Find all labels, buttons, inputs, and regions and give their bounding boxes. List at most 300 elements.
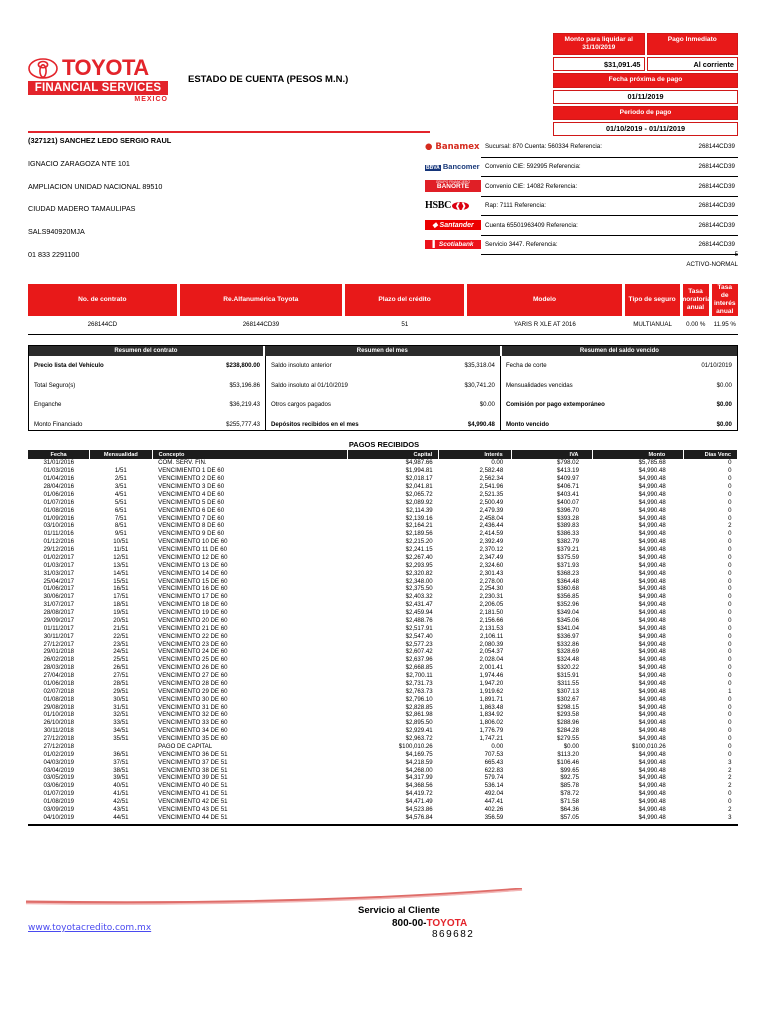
payments-cell: 01/07/2016: [43, 498, 75, 506]
payments-cell: VENCIMIENTO 21 DE 60: [158, 624, 228, 632]
payments-cell: $2,929.41: [405, 727, 433, 735]
payments-cell: $113.20: [557, 750, 579, 758]
payments-cell: $4,990.48: [638, 514, 666, 522]
payments-cell: $2,375.50: [405, 585, 433, 593]
payments-cell: $382.79: [556, 538, 579, 546]
payments-cell: $0.00: [563, 742, 579, 750]
payments-cell: 24/51: [113, 648, 129, 656]
payments-cell: 2,181.50: [479, 609, 504, 617]
payments-table: [28, 450, 738, 821]
summary-line-value: $238,800.00: [226, 362, 260, 369]
payments-cell: 26/02/2018: [43, 656, 75, 664]
payments-cell: $798.02: [556, 459, 579, 467]
payments-cell: 2,324.60: [479, 561, 504, 569]
payments-cell: 40/51: [113, 782, 129, 790]
summary-line: [271, 421, 495, 428]
payments-cell: $2,089.92: [405, 498, 433, 506]
payments-cell: $100,010.26: [631, 742, 666, 750]
payments-cell: $311.55: [557, 679, 579, 687]
payments-cell: $324.48: [556, 656, 579, 664]
payments-cell: 1,806.02: [479, 719, 504, 727]
payments-cell: 27/12/2017: [43, 640, 75, 648]
customer-block: [28, 137, 328, 273]
website-link[interactable]: www.toyotacredito.com.mx: [28, 923, 152, 933]
payments-cell: $4,990.48: [638, 506, 666, 514]
payments-cell: 01/09/2016: [43, 514, 75, 522]
table-row: [28, 609, 738, 617]
contract-header-cell: Plazo del crédito: [345, 284, 464, 316]
payments-column-header: Interés: [439, 450, 512, 459]
payments-cell: 29/12/2016: [43, 546, 75, 554]
payments-cell: 30/06/2017: [43, 593, 75, 601]
payments-cell: $2,607.42: [405, 648, 433, 656]
summary-line-label: Mensualidades vencidas: [505, 381, 573, 389]
payments-cell: VENCIMIENTO 20 DE 60: [158, 616, 228, 624]
payments-cell: 25/04/2017: [43, 577, 75, 585]
payments-cell: 04/03/2019: [43, 758, 75, 766]
payments-cell: 0: [728, 750, 732, 758]
table-row: [28, 632, 738, 640]
payments-cell: 0: [728, 798, 732, 806]
payments-cell: 0: [728, 632, 732, 640]
bank-reference: 268144CD39: [698, 143, 735, 151]
payments-cell: VENCIMIENTO 36 DE 51: [158, 750, 228, 758]
payments-cell: VENCIMIENTO 40 DE 51: [158, 782, 228, 790]
payments-cell: 01/06/2018: [43, 679, 75, 687]
contract-late-rate: 0.00 %: [686, 321, 706, 328]
payments-cell: 27/12/2018: [43, 742, 75, 750]
payments-cell: $4,990.48: [638, 766, 666, 774]
payments-cell: $352.96: [556, 601, 579, 609]
payments-cell: $2,895.50: [405, 719, 433, 727]
payments-cell: $2,018.17: [405, 475, 433, 483]
payments-cell: 10/51: [113, 538, 129, 546]
payments-cell: 0: [728, 530, 732, 538]
payments-column-header: Fecha: [28, 450, 90, 459]
payments-cell: VENCIMIENTO 4 DE 60: [158, 490, 225, 498]
summary-headers: [29, 346, 737, 356]
bank-row: [425, 196, 738, 216]
table-row: [28, 687, 738, 695]
summary-header-overdue: Resumen del saldo vencido: [502, 346, 737, 356]
summary-line-label: Comisión por pago extemporáneo: [505, 401, 605, 408]
payments-cell: $4,990.48: [638, 648, 666, 656]
contract-header-row: [28, 284, 738, 316]
payments-cell: 01/07/2019: [43, 790, 75, 798]
payments-cell: 29/51: [113, 687, 129, 695]
hsbc-logo: HSBC ❰❱: [425, 196, 481, 216]
summary-line-value: 01/10/2019: [701, 362, 732, 369]
payments-cell: $279.55: [556, 735, 579, 743]
payments-cell: 2,500.49: [479, 498, 504, 506]
payments-cell: VENCIMIENTO 23 DE 60: [158, 640, 228, 648]
payments-cell: 2,131.53: [479, 624, 504, 632]
payments-cell: $2,320.82: [405, 569, 433, 577]
payments-cell: $4,317.99: [405, 774, 433, 782]
payments-cell: $2,241.15: [405, 546, 433, 554]
payments-cell: 0: [728, 703, 732, 711]
payments-cell: $288.96: [556, 719, 579, 727]
payments-cell: $4,576.84: [405, 813, 433, 821]
summary-line-label: Total Seguro(s): [34, 381, 76, 389]
payments-cell: $4,990.48: [638, 601, 666, 609]
summary-line-label: Monto Financiado: [34, 420, 83, 428]
payments-cell: 03/05/2019: [43, 774, 75, 782]
payments-cell: 0: [728, 467, 732, 475]
payments-cell: $2,189.56: [405, 530, 433, 538]
payments-cell: 0.00: [491, 459, 504, 467]
payments-column-header: Mensualidad: [90, 450, 153, 459]
payments-cell: 0: [728, 593, 732, 601]
payments-cell: 0.00: [491, 742, 504, 750]
payments-cell: 03/10/2016: [43, 522, 75, 530]
payments-cell: $2,267.40: [405, 553, 433, 561]
payments-cell: 01/06/2016: [43, 490, 75, 498]
payments-cell: $4,268.00: [405, 766, 433, 774]
payments-cell: $4,990.48: [638, 553, 666, 561]
payments-cell: $64.36: [560, 805, 579, 813]
table-row: [28, 546, 738, 554]
payments-cell: $284.28: [556, 727, 579, 735]
table-row: [28, 648, 738, 656]
table-row: [28, 695, 738, 703]
table-row: [28, 498, 738, 506]
payments-cell: $4,169.75: [405, 750, 433, 758]
table-row: [28, 813, 738, 821]
payments-cell: $4,987.66: [405, 459, 433, 467]
payments-cell: $4,990.48: [638, 805, 666, 813]
payments-cell: $4,990.48: [638, 585, 666, 593]
payments-cell: 2,562.34: [479, 475, 504, 483]
payments-cell: $4,990.48: [638, 727, 666, 735]
footer-swoosh-decoration: [24, 888, 524, 910]
summary-column-month: [265, 356, 501, 430]
payments-cell: 0: [728, 561, 732, 569]
payments-cell: $4,990.48: [638, 687, 666, 695]
payments-cell: $2,215.20: [405, 538, 433, 546]
payments-cell: 2,541.96: [479, 483, 504, 491]
payments-cell: 7/51: [114, 514, 127, 522]
payments-cell: 0: [728, 672, 732, 680]
payments-cell: $2,517.91: [405, 624, 433, 632]
payments-cell: VENCIMIENTO 10 DE 60: [158, 538, 228, 546]
payments-cell: 707.53: [484, 750, 504, 758]
payments-cell: 01/08/2019: [43, 798, 75, 806]
payments-cell: 0: [728, 498, 732, 506]
bank-row: [425, 215, 738, 235]
payments-cell: VENCIMIENTO 31 DE 60: [158, 703, 228, 711]
payment-summary-box: [553, 33, 738, 138]
payments-cell: $302.67: [556, 695, 579, 703]
payments-cell: 3/51: [114, 483, 127, 491]
payments-cell: $4,990.48: [638, 735, 666, 743]
table-row: [28, 538, 738, 546]
summary-line-label: Precio lista del Vehículo: [34, 362, 104, 369]
table-row: [28, 522, 738, 530]
payments-cell: $393.28: [556, 514, 579, 522]
payments-cell: 28/03/2018: [43, 664, 75, 672]
summary-line: [506, 362, 732, 369]
payments-cell: $2,796.10: [405, 695, 433, 703]
page-number: 5: [734, 252, 738, 258]
payments-cell: 04/10/2019: [43, 813, 75, 821]
payments-cell: 21/51: [113, 624, 129, 632]
payments-cell: $2,963.72: [405, 735, 433, 743]
brand-country: MEXICO: [134, 96, 168, 103]
payments-cell: $4,990.48: [638, 798, 666, 806]
payments-cell: $4,990.48: [638, 719, 666, 727]
payments-cell: 4/51: [114, 490, 127, 498]
payments-cell: 01/11/2016: [43, 530, 74, 538]
contract-header-cell: Modelo: [467, 284, 621, 316]
payments-cell: 2,414.59: [479, 530, 504, 538]
payments-cell: VENCIMIENTO 6 DE 60: [158, 506, 225, 514]
banorte-logo: GRUPO FINANCIERO BANORTE: [425, 176, 481, 196]
bank-reference: 268144CD39: [698, 221, 735, 229]
payments-cell: 2,458.04: [479, 514, 504, 522]
payments-cell: 1,776.79: [479, 727, 504, 735]
table-row: [28, 569, 738, 577]
payments-cell: $356.85: [556, 593, 579, 601]
summary-line: [271, 382, 495, 389]
payments-cell: $71.58: [560, 798, 579, 806]
payments-cell: VENCIMIENTO 3 DE 60: [158, 483, 225, 491]
customer-name: (327121) SANCHEZ LEDO SERGIO RAUL: [28, 136, 172, 145]
payments-cell: VENCIMIENTO 22 DE 60: [158, 632, 228, 640]
payments-cell: $4,990.48: [638, 538, 666, 546]
payments-cell: $293.58: [556, 711, 579, 719]
payments-cell: 0: [728, 648, 732, 656]
payments-cell: 665.43: [484, 758, 504, 766]
contract-header-cell: Re.Alfanumérica Toyota: [180, 284, 342, 316]
payments-cell: 0: [728, 624, 732, 632]
payments-cell: 01/10/2018: [43, 711, 75, 719]
payments-cell: VENCIMIENTO 41 DE 51: [158, 790, 228, 798]
payments-cell: $4,990.48: [638, 679, 666, 687]
banamex-logo: ● Banamex: [425, 141, 480, 152]
payments-cell: $4,990.48: [638, 475, 666, 483]
summary-panel: [28, 345, 738, 431]
payments-cell: $4,990.48: [638, 616, 666, 624]
contract-header-cell: Tasa moratoria anual: [683, 284, 709, 316]
payments-cell: VENCIMIENTO 9 DE 60: [158, 530, 225, 538]
phone-numeric: 869682: [432, 929, 475, 940]
brand-division: FINANCIAL SERVICES: [28, 81, 168, 95]
payments-cell: $2,763.73: [405, 687, 433, 695]
payments-cell: 32/51: [113, 711, 129, 719]
payments-cell: $360.68: [556, 585, 579, 593]
bank-row: [425, 176, 738, 196]
summary-line: [34, 401, 260, 408]
santander-logo: ◆ Santander: [425, 215, 481, 235]
payments-cell: VENCIMIENTO 12 DE 60: [158, 553, 228, 561]
bank-row: [425, 235, 738, 255]
payments-cell: $2,668.85: [405, 664, 433, 672]
payments-cell: $2,041.81: [405, 483, 433, 491]
payments-cell: $99.65: [560, 766, 579, 774]
payments-cell: $4,990.48: [638, 750, 666, 758]
table-row: [28, 743, 738, 751]
table-row: [28, 758, 738, 766]
payments-cell: $2,431.47: [405, 601, 433, 609]
payments-cell: $2,700.11: [406, 672, 433, 680]
table-row: [28, 774, 738, 782]
payments-cell: $320.22: [556, 664, 579, 672]
payments-cell: 22/51: [113, 632, 129, 640]
payment-period-value: 01/10/2019 - 01/11/2019: [553, 122, 738, 136]
payments-cell: $78.72: [560, 790, 579, 798]
payments-cell: 402.26: [484, 805, 504, 813]
payments-cell: 0: [728, 483, 732, 491]
summary-line-value: $4,990.48: [467, 420, 495, 428]
payments-cell: $413.19: [556, 467, 579, 475]
bank-reference: 268144CD39: [698, 182, 735, 190]
payments-cell: 28/51: [113, 679, 129, 687]
payments-cell: $364.48: [556, 577, 579, 585]
payments-cell: $368.23: [556, 569, 579, 577]
summary-line: [271, 401, 495, 408]
payments-cell: $4,990.48: [638, 790, 666, 798]
payments-cell: $4,990.48: [638, 530, 666, 538]
payments-cell: 2,436.44: [479, 522, 504, 530]
payments-cell: 03/04/2019: [43, 766, 75, 774]
payments-cell: 1,747.21: [479, 735, 504, 743]
bank-instruction: Convenio CIE: 14082 Referencia:: [485, 182, 578, 190]
payments-cell: 38/51: [113, 766, 129, 774]
payments-cell: 01/06/2017: [43, 585, 75, 593]
table-row: [28, 790, 738, 798]
payments-cell: 2,230.31: [479, 593, 504, 601]
payment-type-label: Pago Inmediato: [647, 33, 739, 55]
summary-line: [34, 382, 260, 389]
phone-prefix: 800-00-: [392, 918, 427, 929]
payments-cell: $4,990.48: [638, 467, 666, 475]
summary-line-value: $255,777.43: [226, 420, 260, 428]
payments-cell: $4,419.72: [405, 790, 433, 798]
customer-address-line3: CIUDAD MADERO TAMAULIPAS: [28, 204, 136, 214]
payments-cell: VENCIMIENTO 18 DE 60: [158, 601, 228, 609]
payments-cell: 03/09/2019: [43, 805, 75, 813]
table-row: [28, 483, 738, 491]
payments-cell: VENCIMIENTO 43 DE 51: [158, 805, 228, 813]
summary-line-value: $53,196.86: [229, 381, 260, 389]
toyota-emblem-icon: [28, 58, 58, 79]
table-row: [28, 530, 738, 538]
payments-cell: $403.41: [556, 490, 579, 498]
table-row: [28, 782, 738, 790]
scotiabank-logo: ▌ Scotiabank: [425, 235, 481, 255]
summary-column-contract: [29, 356, 265, 430]
payments-cell: 536.14: [484, 782, 504, 790]
payments-cell: $375.59: [556, 553, 579, 561]
payments-cell: 2,479.39: [479, 506, 504, 514]
summary-line-label: Depósitos recibidos en el mes: [270, 420, 359, 428]
payments-cell: $307.13: [556, 687, 579, 695]
next-payment-date-value: 01/11/2019: [553, 90, 738, 104]
payments-cell: $106.46: [556, 758, 579, 766]
customer-rfc: SALS940920MJA: [28, 227, 85, 237]
table-row: [28, 475, 738, 483]
bank-row: [425, 157, 738, 177]
payments-cell: VENCIMIENTO 38 DE 51: [158, 766, 228, 774]
payments-cell: 2,206.05: [479, 601, 504, 609]
payments-cell: 9/51: [114, 530, 127, 538]
phone-brand-word: TOYOTA: [426, 918, 468, 929]
account-status-badge: ACTIVO-NORMAL: [686, 261, 738, 268]
payments-cell: $4,990.48: [638, 569, 666, 577]
contract-insurance-type: MULTIANUAL: [633, 321, 672, 328]
liquidate-amount-value: $31,091.45: [553, 57, 645, 71]
table-row: [28, 640, 738, 648]
payments-cell: [90, 743, 153, 751]
payments-cell: $2,637.96: [405, 656, 433, 664]
payments-cell: $1,994.81: [405, 467, 433, 475]
payment-status-value: Al corriente: [647, 57, 739, 71]
contract-alphanumeric-ref: 268144CD39: [242, 321, 280, 328]
payments-cell: 0: [728, 727, 732, 735]
payments-cell: 01/02/2017: [43, 553, 75, 561]
payments-cell: $341.04: [556, 624, 579, 632]
payments-cell: $389.83: [556, 522, 579, 530]
summary-line: [34, 362, 260, 369]
bank-reference: 268144CD39: [698, 241, 735, 249]
payments-cell: 2: [728, 782, 732, 790]
table-row: [28, 459, 738, 467]
payments-cell: $4,990.48: [638, 782, 666, 790]
payments-cell: 01/11/2017: [43, 624, 74, 632]
payments-cell: 03/06/2019: [43, 782, 75, 790]
payments-cell: $2,577.23: [405, 640, 433, 648]
payments-cell: $4,990.48: [638, 593, 666, 601]
payments-cell: $2,065.72: [405, 490, 433, 498]
customer-divider: [28, 131, 430, 133]
payments-cell: 356.59: [484, 813, 504, 821]
payments-cell: VENCIMIENTO 30 DE 60: [158, 695, 228, 703]
payments-cell: 35/51: [113, 735, 129, 743]
payments-cell: $92.75: [560, 774, 579, 782]
payments-cell: 1,947.20: [479, 679, 504, 687]
payments-cell: 2,028.04: [479, 656, 504, 664]
summary-line-label: Saldo insoluto al 01/10/2019: [270, 381, 348, 389]
payments-column-header: Concepto: [152, 450, 348, 459]
payments-cell: 44/51: [113, 813, 129, 821]
payments-cell: VENCIMIENTO 5 DE 60: [158, 498, 225, 506]
payments-cell: 2,054.37: [479, 648, 504, 656]
payments-cell: VENCIMIENTO 2 DE 60: [158, 475, 225, 483]
payments-cell: $2,164.21: [405, 522, 433, 530]
page-title: ESTADO DE CUENTA (PESOS M.N.): [188, 74, 349, 85]
payments-cell: 27/51: [113, 672, 129, 680]
table-row: [28, 703, 738, 711]
payments-cell: $5,785.68: [638, 459, 666, 467]
payments-cell: 01/03/2017: [43, 561, 75, 569]
payments-cell: VENCIMIENTO 11 DE 60: [158, 546, 228, 554]
payments-cell: VENCIMIENTO 32 DE 60: [158, 711, 228, 719]
payments-cell: 31/01/2016: [43, 459, 75, 467]
summary-line-value: $0.00: [716, 420, 732, 428]
table-row: [28, 554, 738, 562]
payments-column-header: Capital: [348, 450, 439, 459]
table-row: [28, 735, 738, 743]
payments-cell: 2,392.49: [479, 538, 504, 546]
payments-cell: VENCIMIENTO 33 DE 60: [158, 719, 228, 727]
bank-instruction: Rap: 7111 Referencia:: [485, 202, 546, 210]
payments-cell: VENCIMIENTO 13 DE 60: [158, 561, 228, 569]
payments-cell: VENCIMIENTO 29 DE 60: [158, 687, 228, 695]
payments-cell: VENCIMIENTO 25 DE 60: [158, 656, 228, 664]
payments-cell: 0: [728, 569, 732, 577]
contract-term: 51: [401, 321, 409, 328]
